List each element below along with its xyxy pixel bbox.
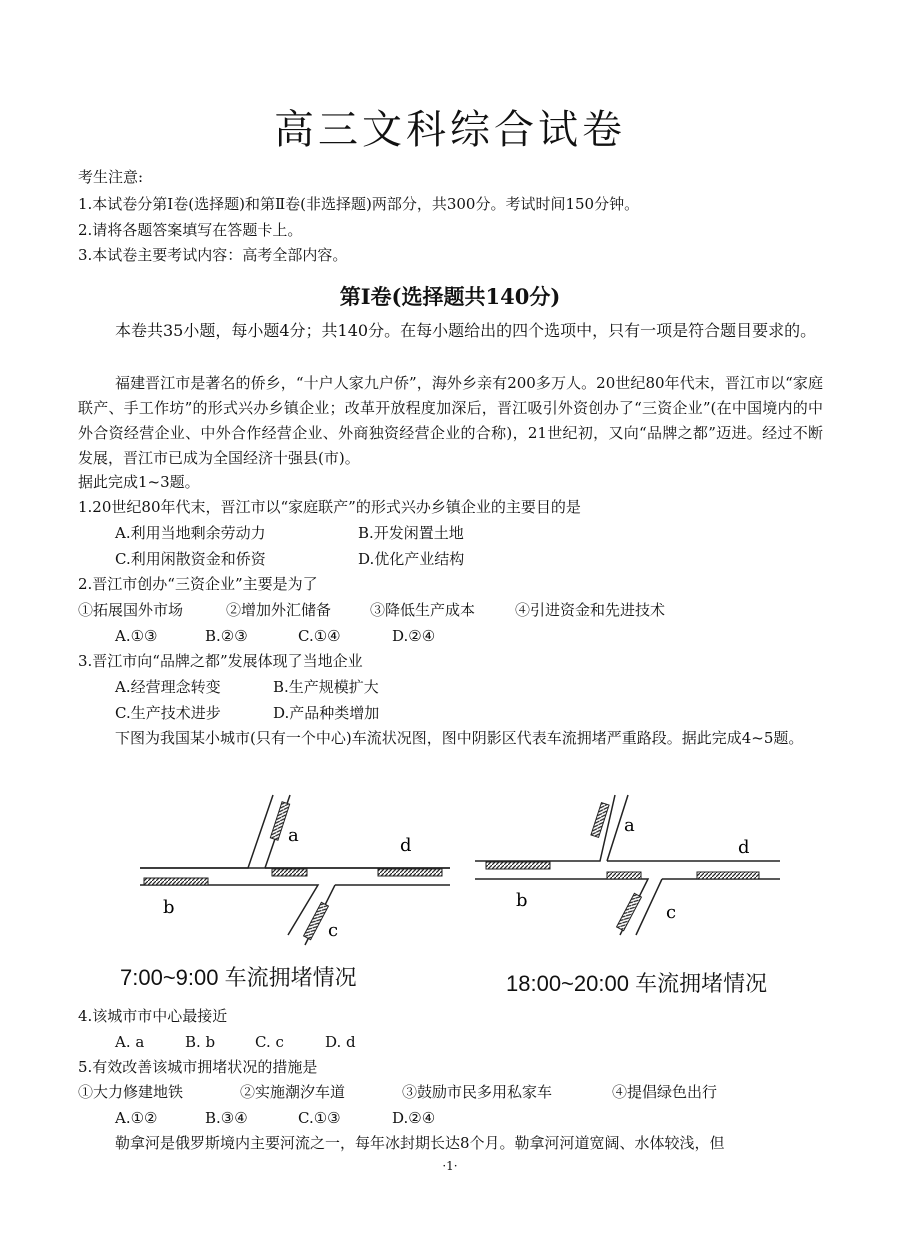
question-2-option-d[interactable]: D.②④ <box>392 627 436 645</box>
question-1-stem: 1.20世纪80年代末，晋江市以“家庭联产”的形式兴办乡镇企业的主要目的是 <box>78 498 581 516</box>
question-2-option-c[interactable]: C.①④ <box>298 627 341 645</box>
question-5-option-b[interactable]: B.③④ <box>205 1109 248 1127</box>
exam-title: 高三文科综合试卷 <box>274 107 626 153</box>
question-4-stem: 4.该城市市中心最接近 <box>78 1007 228 1025</box>
question-4-option-c[interactable]: C. c <box>255 1033 284 1051</box>
evening-jam-d <box>697 872 759 879</box>
question-3-option-c[interactable]: C.生产技术进步 <box>115 704 221 722</box>
morning-label-b: b <box>163 897 175 918</box>
question-3-option-b[interactable]: B.生产规模扩大 <box>273 678 379 696</box>
question-2-option-b[interactable]: B.②③ <box>205 627 248 645</box>
question-2-item-3: ③降低生产成本 <box>370 601 476 619</box>
passage-traffic: 下图为我国某小城市(只有一个中心)车流状况图，图中阴影区代表车流拥堵严重路段。据此完成4~5题。 <box>115 729 804 747</box>
question-5-item-3: ③鼓励市民多用私家车 <box>402 1083 553 1101</box>
passage-prompt: 据此完成1~3题。 <box>78 473 200 491</box>
question-5-option-a[interactable]: A.①② <box>115 1109 158 1127</box>
morning-label-d: d <box>400 835 412 856</box>
question-1-option-c[interactable]: C.利用闲散资金和侨资 <box>115 550 266 568</box>
page-number: ·1· <box>442 1159 458 1173</box>
question-2-item-2: ②增加外汇储备 <box>226 601 332 619</box>
question-3-option-a[interactable]: A.经营理念转变 <box>115 678 221 696</box>
notes-heading: 考生注意: <box>78 168 144 186</box>
question-3-option-d[interactable]: D.产品种类增加 <box>273 704 380 722</box>
question-4-option-b[interactable]: B. b <box>185 1033 216 1051</box>
question-2-item-4: ④引进资金和先进技术 <box>515 601 666 619</box>
question-5-item-4: ④提倡绿色出行 <box>612 1083 718 1101</box>
question-5-item-2: ②实施潮汐车道 <box>240 1083 346 1101</box>
question-5-stem: 5.有效改善该城市拥堵状况的措施是 <box>78 1058 318 1076</box>
morning-jam-center <box>272 869 307 876</box>
evening-label-a: a <box>624 815 635 836</box>
question-2-option-a[interactable]: A.①③ <box>115 627 158 645</box>
question-4-option-d[interactable]: D. d <box>325 1033 356 1051</box>
morning-label-c: c <box>328 920 339 941</box>
evening-jam-c <box>617 893 642 930</box>
question-2-item-1: ①拓展国外市场 <box>78 601 184 619</box>
question-1-option-b[interactable]: B.开发闲置土地 <box>358 524 464 542</box>
note-item-1: 1.本试卷分第Ⅰ卷(选择题)和第Ⅱ卷(非选择题)两部分，共300分。考试时间150分钟。 <box>78 195 640 213</box>
morning-caption: 7:00~9:00 车流拥堵情况 <box>120 965 357 990</box>
evening-jam-b <box>486 862 550 869</box>
evening-label-d: d <box>738 837 750 858</box>
morning-jam-a <box>270 802 289 841</box>
morning-jam-c <box>304 902 329 939</box>
evening-label-c: c <box>666 902 677 923</box>
question-3-stem: 3.晋江市向“品牌之都”发展体现了当地企业 <box>78 652 363 670</box>
evening-label-b: b <box>516 890 528 911</box>
morning-jam-d <box>378 869 442 876</box>
question-5-item-1: ①大力修建地铁 <box>78 1083 184 1101</box>
evening-caption: 18:00~20:00 车流拥堵情况 <box>506 971 768 996</box>
note-item-2: 2.请将各题答案填写在答题卡上。 <box>78 221 303 239</box>
passage-jinjiang: 福建晋江市是著名的侨乡，“十户人家九户侨”，海外乡亲有200多万人。20世纪80年代末，晋江市以“家庭联产、手工作坊”的形式兴办乡镇企业；改革开放程度加深后，晋江吸引外资创办了“三资企业”(在中国境内的中外合资经营企业、中外合作经营企业、外商独资经营企业的合称)，21世纪初，又向“品牌之都”迈进。经过不断发展，晋江市已成为全国经济十强县(市)。 <box>78 374 823 467</box>
morning-label-a: a <box>288 825 299 846</box>
section-title: 第Ⅰ卷(选择题共140分) <box>339 284 561 309</box>
question-5-option-d[interactable]: D.②④ <box>392 1109 436 1127</box>
morning-jam-b <box>144 878 208 885</box>
note-item-3: 3.本试卷主要考试内容：高考全部内容。 <box>78 246 348 264</box>
evening-jam-center <box>607 872 641 879</box>
section-intro: 本卷共35小题，每小题4分；共140分。在每小题给出的四个选项中，只有一项是符合题目要求的。 <box>115 321 817 340</box>
question-5-option-c[interactable]: C.①③ <box>298 1109 341 1127</box>
passage-lena-river: 勒拿河是俄罗斯境内主要河流之一，每年冰封期长达8个月。勒拿河河道宽阔、水体较浅，但 <box>115 1134 725 1152</box>
question-1-option-a[interactable]: A.利用当地剩余劳动力 <box>115 524 266 542</box>
question-1-option-d[interactable]: D.优化产业结构 <box>358 550 465 568</box>
question-4-option-a[interactable]: A. a <box>115 1033 145 1051</box>
question-2-stem: 2.晋江市创办“三资企业”主要是为了 <box>78 575 318 593</box>
